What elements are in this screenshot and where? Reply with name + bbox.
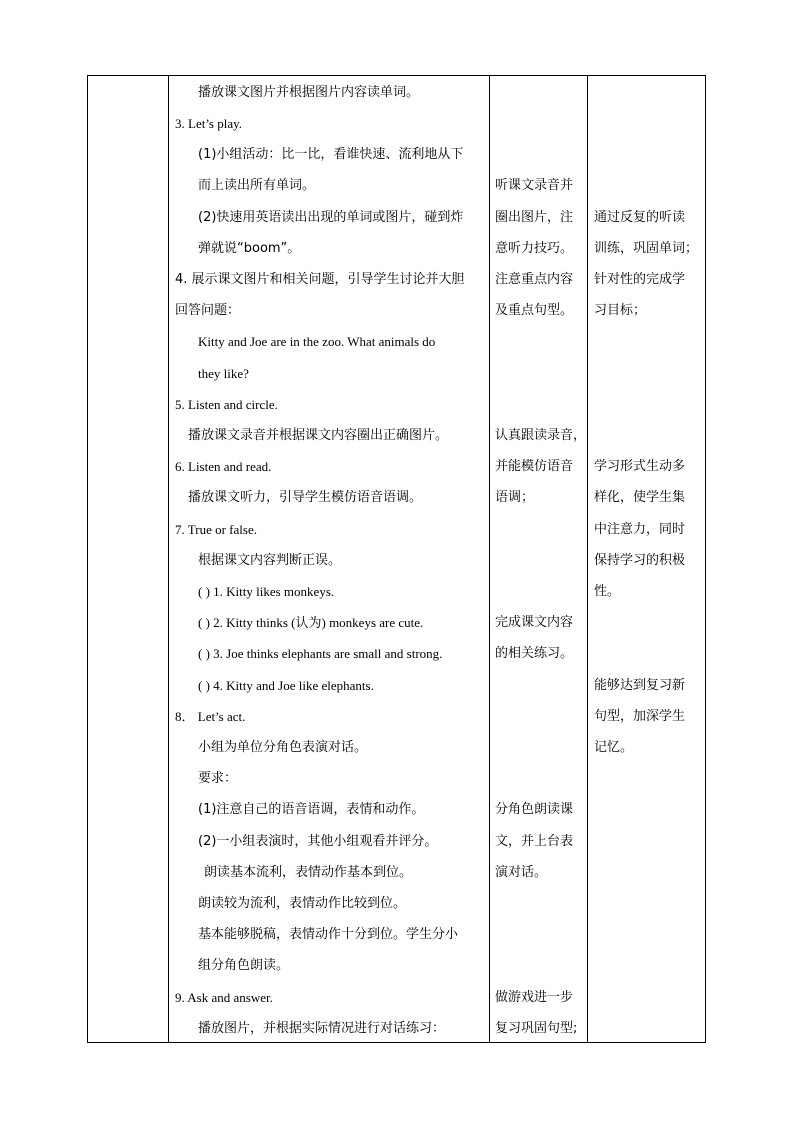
text-line: 演对话。 xyxy=(495,865,548,880)
step-heading: 8． Let’s act. xyxy=(175,709,246,724)
text-line: 记忆。 xyxy=(594,740,634,755)
text-line: 文，并上台表 xyxy=(495,834,574,849)
step-heading: 4. 展示课文图片和相关问题，引导学生讨论并大胆 xyxy=(175,272,465,287)
text-line: 样化，使学生集 xyxy=(594,490,686,505)
text-line: 基本能够脱稿，表情动作十分到位。学生分小 xyxy=(198,927,459,942)
text-line: (1)小组活动：比一比，看谁快速、流利地从下 xyxy=(198,147,464,162)
text-line: 听课文录音并 xyxy=(495,178,574,193)
text-line: 注意重点内容 xyxy=(495,272,574,287)
column-divider xyxy=(587,76,588,1042)
step-heading: 6. Listen and read. xyxy=(175,459,272,474)
text-line: 根据课文内容判断正误。 xyxy=(198,553,342,568)
text-line: 性。 xyxy=(594,584,621,599)
text-line: 能够达到复习新 xyxy=(594,678,686,693)
text-line: 圈出图片，注 xyxy=(495,210,574,225)
column-divider xyxy=(168,76,169,1042)
text-line: they like? xyxy=(198,366,249,381)
text-line: (2)一小组表演时，其他小组观看并评分。 xyxy=(198,834,438,849)
text-line: (2)快速用英语读出出现的单词或图片，碰到炸 xyxy=(198,210,464,225)
text-line: 要求： xyxy=(198,771,238,786)
step-heading: 7. True or false. xyxy=(175,522,257,537)
text-line: 分角色朗读课 xyxy=(495,802,574,817)
text-line: 习目标； xyxy=(594,303,647,318)
step-heading: 9. Ask and answer. xyxy=(175,990,273,1005)
step-heading: 3. Let’s play. xyxy=(175,116,243,131)
quiz-item: ( ) 1. Kitty likes monkeys. xyxy=(198,584,335,599)
text-line: 完成课文内容 xyxy=(495,615,574,630)
text-line: 意听力技巧。 xyxy=(495,241,574,256)
text-line: 学习形式生动多 xyxy=(594,459,686,474)
text-line: 播放图片，并根据实际情况进行对话练习： xyxy=(198,1021,446,1036)
text-line: 朗读基本流利，表情动作基本到位。 xyxy=(204,865,413,880)
text-line: 并能模仿语音 xyxy=(495,459,574,474)
text-line: 保持学习的积极 xyxy=(594,553,686,568)
text-line: 做游戏进一步 xyxy=(495,990,574,1005)
text-line: 朗读较为流利，表情动作比较到位。 xyxy=(198,896,407,911)
text-line: 训练，巩固单词； xyxy=(594,241,699,256)
text-line: 通过反复的听读 xyxy=(594,210,686,225)
text-line: 小组为单位分角色表演对话。 xyxy=(198,740,368,755)
text-line: (1)注意自己的语音语调，表情和动作。 xyxy=(198,802,425,817)
text-line: 句型，加深学生 xyxy=(594,709,686,724)
text-line: 播放课文录音并根据课文内容圈出正确图片。 xyxy=(188,428,449,443)
text-line: 认真跟读录音， xyxy=(495,428,587,443)
quiz-item: ( ) 2. Kitty thinks (认为) monkeys are cute. xyxy=(198,615,424,630)
text-line: 复习巩固句型; xyxy=(495,1021,578,1036)
text-line: Kitty and Joe are in the zoo. What animals do xyxy=(198,334,436,349)
text-line: 弹就说“boom”。 xyxy=(198,241,301,256)
text-line: 及重点句型。 xyxy=(495,303,574,318)
text-line: 针对性的完成学 xyxy=(594,272,686,287)
text-line: 语调； xyxy=(495,490,535,505)
quiz-item: ( ) 3. Joe thinks elephants are small and strong. xyxy=(198,646,443,661)
text-line: 中注意力，同时 xyxy=(594,522,686,537)
text-line: 播放课文听力，引导学生模仿语音语调。 xyxy=(188,490,423,505)
text-line: 回答问题： xyxy=(175,303,241,318)
text-line: 而上读出所有单词。 xyxy=(198,178,316,193)
text-line: 组分角色朗读。 xyxy=(198,958,290,973)
quiz-item: ( ) 4. Kitty and Joe like elephants. xyxy=(198,678,374,693)
column-divider xyxy=(489,76,490,1042)
text-line: 的相关练习。 xyxy=(495,646,574,661)
step-heading: 5. Listen and circle. xyxy=(175,397,278,412)
text-line: 播放课文图片并根据图片内容读单词。 xyxy=(198,85,420,100)
